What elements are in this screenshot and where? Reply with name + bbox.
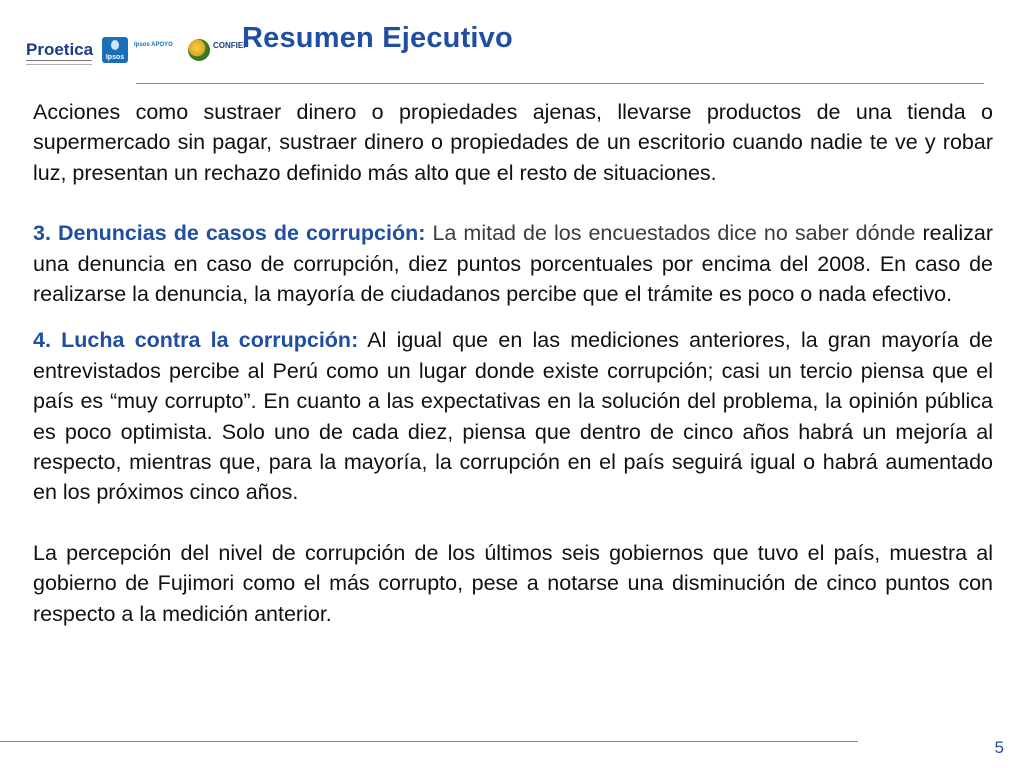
title-divider	[136, 83, 984, 84]
denuncias-text: realizar una denuncia en caso de corrupción, diez puntos porcentuales por encima del 2008. En caso de realizarse la denuncia, la mayoría de ciudadanos percibe que el trámite es poco o nada efectivo.	[33, 221, 993, 307]
paragraph-percepcion: La percepción del nivel de corrupción de los últimos seis gobiernos que tuvo el país, muestra al gobierno de Fujimori como el más corrupto, pese a notarse una disminución de cinco puntos con respecto a la medición anterior.	[33, 540, 993, 626]
logo-strip	[26, 30, 249, 70]
ipsos-logo-text: Ipsos	[105, 54, 125, 61]
ipsos-apoyo-logo	[134, 40, 174, 60]
proetica-logo-text: Proetica	[26, 40, 94, 59]
confiep-logo-text: CONFIEP	[213, 40, 249, 50]
summary-content	[33, 97, 993, 629]
ipsos-apoyo-text: Ipsos APOYO	[134, 42, 173, 48]
lucha-text: Al igual que en las mediciones anteriores, la gran mayoría de entrevistados percibe al Perú como un lugar donde existe corrupción; casi un tercio piensa que el país es “muy corrupto”. En cuanto a las expectativas en la solución del problema, la opinión pública es poco optimista. Solo uno de cada diez, piensa que dentro de cinco años habrá un mejoría al respecto, mientras que, para la mayoría, la corrupción en el país seguirá igual o habrá aumentado en los próximos cinco años.	[33, 328, 993, 505]
paragraph-acciones: Acciones como sustraer dinero o propiedades ajenas, llevarse productos de una tienda o supermercado sin pagar, sustraer dinero o propiedades de un escritorio cuando nadie te ve y robar luz, presentan un rechazo definido más alto que el resto de situaciones.	[33, 100, 993, 185]
page-number: 5	[994, 738, 1004, 757]
confiep-logo-icon	[188, 39, 210, 61]
footer-divider	[0, 741, 858, 742]
heading-denuncias: 3. Denuncias de casos de corrupción:	[33, 221, 426, 246]
heading-lucha: 4. Lucha contra la corrupción:	[33, 328, 359, 353]
ipsos-logo	[102, 37, 128, 63]
page-title: Resumen Ejecutivo	[242, 22, 513, 54]
proetica-logo	[26, 32, 94, 68]
paragraph-lucha	[33, 325, 993, 507]
paragraph-denuncias	[33, 218, 993, 309]
denuncias-text-intro: La mitad de los encuestados dice no saber dónde	[425, 221, 916, 246]
